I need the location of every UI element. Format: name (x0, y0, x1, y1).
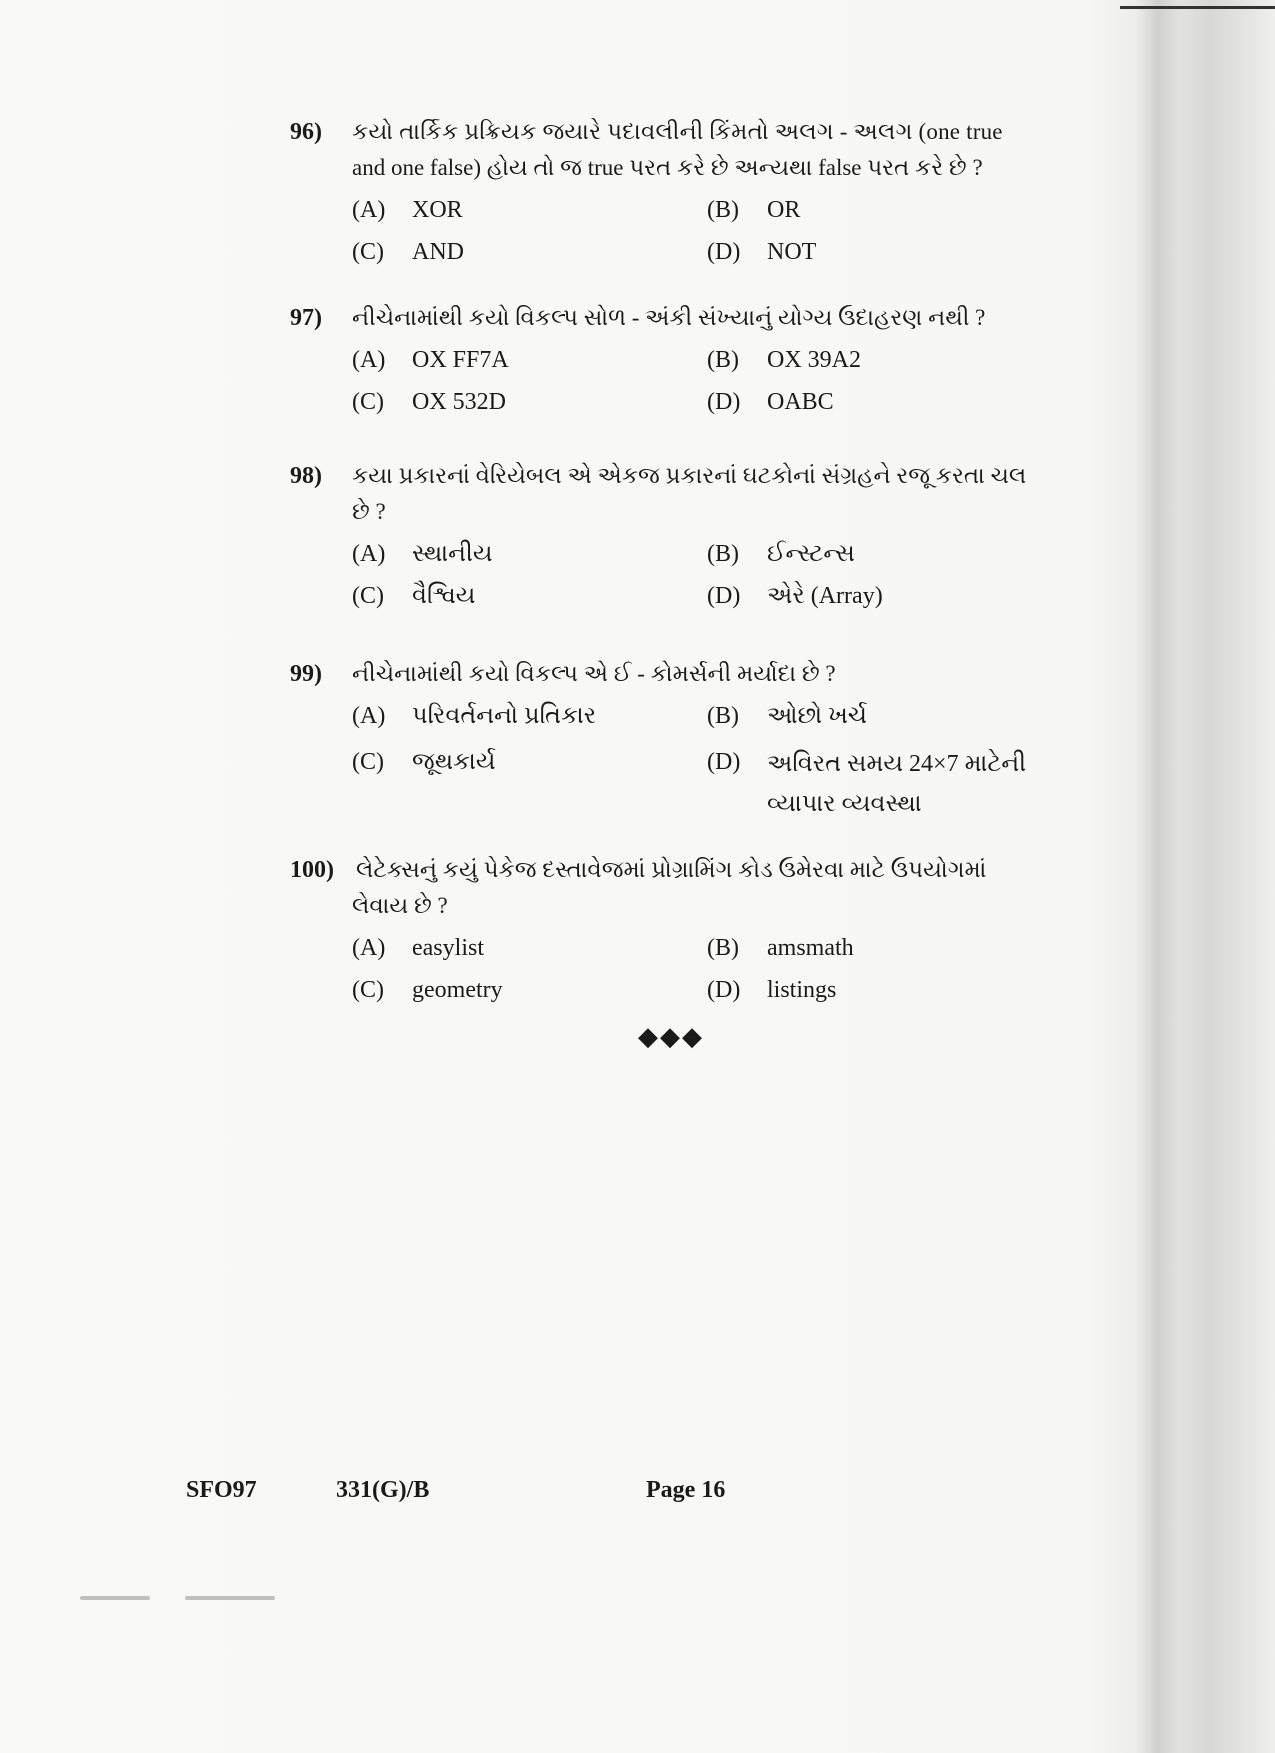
footer-code: SFO97 (186, 1477, 257, 1503)
option-a (352, 930, 484, 966)
option-text: સ્થાનીય (412, 541, 493, 567)
question-99 (290, 656, 1070, 826)
question-text-line: કયા પ્રકારનાં વેરિયેબલ એ એકજ પ્રકારનાં ઘટકોનાં સંગ્રહને રજૂ કરતા ચલ (352, 463, 1027, 488)
question-number: 99) (290, 661, 322, 687)
option-d (707, 972, 836, 1008)
option-a (352, 342, 509, 378)
options-row (352, 234, 1070, 276)
option-text: OABC (767, 389, 834, 415)
option-b (707, 930, 854, 966)
options-row (352, 578, 1070, 620)
option-d (707, 578, 883, 614)
option-letter: (C) (352, 749, 384, 775)
option-letter: (D) (707, 239, 741, 265)
option-a (352, 536, 493, 572)
option-text: OX 532D (412, 389, 506, 415)
page-edge-line (1120, 6, 1275, 9)
question-text (352, 458, 1070, 530)
scan-smudge (80, 1596, 150, 1600)
option-text: જૂથકાર્ય (412, 749, 496, 775)
options-row (352, 192, 1070, 234)
options-row (352, 972, 1070, 1014)
option-d (707, 234, 816, 270)
option-b (707, 192, 800, 228)
option-letter: (C) (352, 389, 384, 415)
option-c (352, 972, 503, 1008)
question-text-line: and one false) હોય તો જ true પરત કરે છે અન્યથા false પરત કરે છે ? (352, 155, 983, 180)
option-letter: (A) (352, 541, 386, 567)
question-text-line: છે ? (352, 499, 386, 524)
options-row (352, 342, 1070, 384)
option-letter: (B) (707, 541, 739, 567)
footer-page-number: Page 16 (646, 1477, 726, 1503)
options-list (352, 342, 1070, 426)
option-text: વૈશ્વિય (412, 583, 476, 609)
question-100 (290, 852, 1070, 1014)
question-text (352, 300, 1070, 336)
option-text: amsmath (767, 935, 854, 961)
option-letter: (D) (707, 749, 741, 775)
options-row (352, 930, 1070, 972)
question-96 (290, 114, 1070, 276)
question-number: 96) (290, 119, 322, 145)
option-letter: (A) (352, 935, 386, 961)
scan-smudge (185, 1596, 275, 1600)
option-d (707, 744, 1107, 824)
option-letter: (B) (707, 197, 739, 223)
option-letter: (C) (352, 239, 384, 265)
option-letter: (D) (707, 583, 741, 609)
option-text: NOT (767, 239, 817, 265)
options-list (352, 930, 1070, 1014)
option-letter: (B) (707, 703, 739, 729)
option-text: ઓછો ખર્ચ (767, 703, 868, 729)
question-number: 98) (290, 463, 322, 489)
question-number: 100) (290, 857, 334, 883)
option-letter: (C) (352, 977, 384, 1003)
options-row (352, 744, 1070, 826)
option-text: OX 39A2 (767, 347, 861, 373)
option-text: OR (767, 197, 801, 223)
options-row (352, 384, 1070, 426)
option-c (352, 234, 464, 270)
question-text (352, 656, 1070, 692)
question-text-line: નીચેનામાંથી કયો વિકલ્પ એ ઈ - કોમર્સની મર્યાદા છે ? (352, 661, 836, 686)
question-text-line: લેટેક્સનું કયું પેકેજ દસ્તાવેજમાં પ્રોગ્રામિંગ કોડ ઉમેરવા માટે ઉપયોગમાં (356, 857, 987, 882)
question-number: 97) (290, 305, 322, 331)
option-text: easylist (412, 935, 484, 961)
option-letter: (A) (352, 703, 386, 729)
options-list (352, 536, 1070, 620)
option-letter: (B) (707, 347, 739, 373)
question-text-line: લેવાય છે ? (352, 893, 448, 918)
option-letter: (B) (707, 935, 739, 961)
option-a (352, 698, 596, 734)
question-98 (290, 458, 1070, 620)
option-d (707, 384, 834, 420)
option-a (352, 192, 463, 228)
option-text: listings (767, 977, 837, 1003)
option-text: ઈન્સ્ટન્સ (767, 541, 855, 567)
options-list (352, 192, 1070, 276)
option-text: XOR (412, 197, 463, 223)
options-row (352, 698, 1070, 744)
question-97 (290, 300, 1070, 426)
option-text: એરે (Array) (767, 583, 883, 609)
footer-paper-code: 331(G)/B (336, 1477, 430, 1503)
option-b (707, 536, 855, 572)
option-letter: (A) (352, 347, 386, 373)
option-text: પરિવર્તનનો પ્રતિકાર (412, 703, 597, 729)
option-letter: (A) (352, 197, 386, 223)
options-row (352, 536, 1070, 578)
option-b (707, 698, 867, 734)
binding-shadow (1135, 0, 1180, 1753)
option-text: AND (412, 239, 464, 265)
option-text: geometry (412, 977, 503, 1003)
question-text (352, 114, 1070, 186)
option-letter: (D) (707, 977, 741, 1003)
option-c (352, 384, 506, 420)
option-b (707, 342, 861, 378)
end-of-section-diamonds: ◆◆◆ (638, 1022, 704, 1051)
option-c (352, 744, 496, 780)
option-text: OX FF7A (412, 347, 509, 373)
options-list (352, 698, 1070, 826)
option-letter: (D) (707, 389, 741, 415)
option-letter: (C) (352, 583, 384, 609)
question-text-line: નીચેનામાંથી કયો વિકલ્પ સોળ - અંકી સંખ્યાનું યોગ્ય ઉદાહરણ નથી ? (352, 305, 986, 330)
question-text-line: કયો તાર્કિક પ્રક્રિયક જયારે પદાવલીની કિંમતો અલગ - અલગ (one true (352, 119, 1003, 144)
option-c (352, 578, 475, 614)
option-text: અવિરત સમય 24×7 માટેની વ્યાપાર વ્યવસ્થા (767, 751, 1027, 817)
question-text (352, 852, 1070, 924)
